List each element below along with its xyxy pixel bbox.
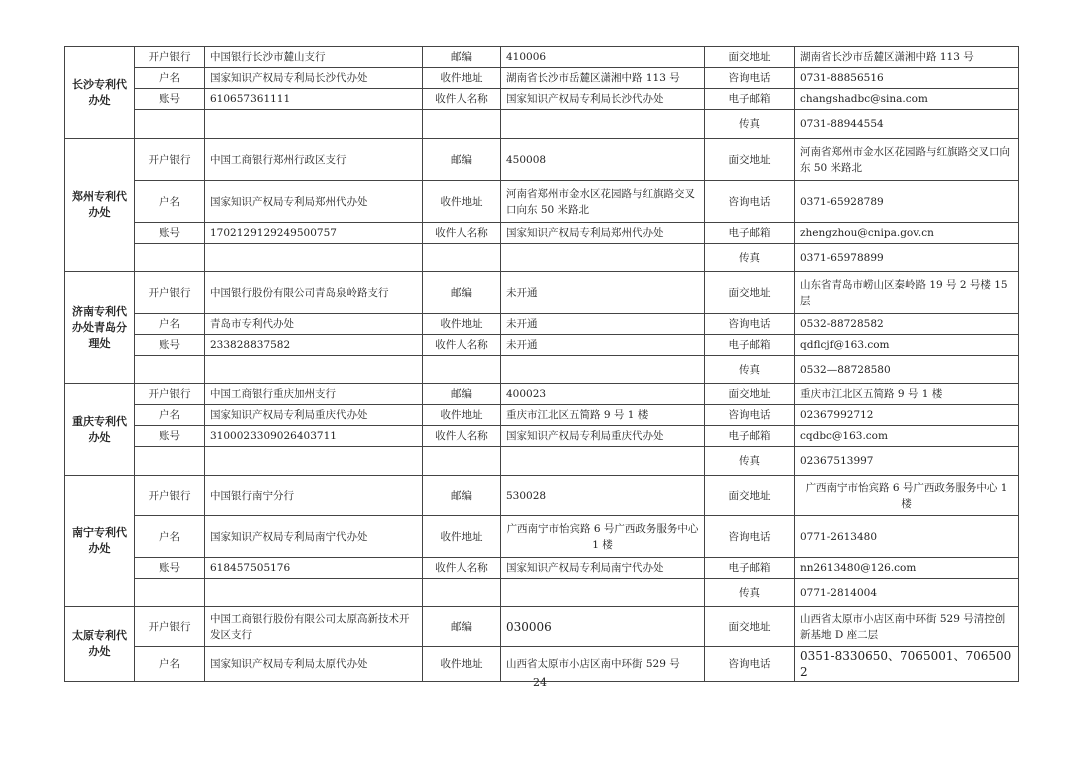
field-value: 湖南省长沙市岳麓区潇湘中路 113 号: [501, 68, 705, 89]
table-row: [65, 244, 1019, 272]
table-row: [65, 516, 1019, 558]
field-value: 重庆市江北区五简路 9 号 1 楼: [501, 405, 705, 426]
field-value: 02367992712: [795, 405, 1019, 426]
field-value: 中国工商银行郑州行政区支行: [205, 139, 423, 181]
field-label: 邮编: [423, 607, 501, 647]
field-label: 电子邮箱: [705, 89, 795, 110]
office-name: 南宁专利代办处: [65, 476, 135, 607]
field-label: 邮编: [423, 476, 501, 516]
field-value: [501, 356, 705, 384]
field-label: [135, 110, 205, 139]
field-value: 0532—88728580: [795, 356, 1019, 384]
field-label: 咨询电话: [705, 405, 795, 426]
field-label: 户名: [135, 405, 205, 426]
field-label: 户名: [135, 68, 205, 89]
field-value: [205, 110, 423, 139]
field-value: 1702129129249500757: [205, 223, 423, 244]
field-value: 中国银行南宁分行: [205, 476, 423, 516]
field-value: [501, 244, 705, 272]
field-value: 450008: [501, 139, 705, 181]
field-value: 530028: [501, 476, 705, 516]
field-value: 610657361111: [205, 89, 423, 110]
field-label: [423, 110, 501, 139]
field-value: 0532-88728582: [795, 314, 1019, 335]
field-value: 0371-65978899: [795, 244, 1019, 272]
table-row: [65, 426, 1019, 447]
table-row: [65, 272, 1019, 314]
field-value: 山西省太原市小店区南中环街 529 号: [501, 647, 705, 682]
field-label: 咨询电话: [705, 516, 795, 558]
field-label: [423, 356, 501, 384]
field-value: 国家知识产权局专利局郑州代办处: [501, 223, 705, 244]
field-label: 面交地址: [705, 139, 795, 181]
table-row: [65, 335, 1019, 356]
table-row: [65, 384, 1019, 405]
field-label: 收件地址: [423, 68, 501, 89]
field-value: 国家知识产权局专利局南宁代办处: [501, 558, 705, 579]
field-label: 收件人名称: [423, 335, 501, 356]
table-row: [65, 181, 1019, 223]
field-value: 未开通: [501, 272, 705, 314]
field-value: 233828837582: [205, 335, 423, 356]
field-label: 面交地址: [705, 47, 795, 68]
field-label: 邮编: [423, 139, 501, 181]
table-row: [65, 579, 1019, 607]
table-row: [65, 314, 1019, 335]
field-value: 0731-88856516: [795, 68, 1019, 89]
field-label: [135, 356, 205, 384]
field-label: 收件地址: [423, 181, 501, 223]
field-value: 410006: [501, 47, 705, 68]
field-value: 国家知识产权局专利局南宁代办处: [205, 516, 423, 558]
field-value: [205, 356, 423, 384]
page-number: 24: [533, 676, 547, 689]
field-label: 电子邮箱: [705, 223, 795, 244]
field-label: [423, 579, 501, 607]
office-name: 太原专利代办处: [65, 607, 135, 682]
field-label: 邮编: [423, 384, 501, 405]
field-value: 国家知识产权局专利局长沙代办处: [501, 89, 705, 110]
field-label: 传真: [705, 244, 795, 272]
field-label: 收件地址: [423, 405, 501, 426]
field-label: 咨询电话: [705, 181, 795, 223]
field-value: zhengzhou@cnipa.gov.cn: [795, 223, 1019, 244]
table-row: [65, 110, 1019, 139]
field-value: 618457505176: [205, 558, 423, 579]
table-row: [65, 558, 1019, 579]
field-value: 中国工商银行股份有限公司太原高新技术开发区支行: [205, 607, 423, 647]
field-label: 开户银行: [135, 139, 205, 181]
field-value: [501, 579, 705, 607]
field-value: [501, 110, 705, 139]
field-label: 账号: [135, 335, 205, 356]
field-value: changshadbc@sina.com: [795, 89, 1019, 110]
field-label: [135, 447, 205, 476]
field-label: 收件人名称: [423, 426, 501, 447]
field-label: 电子邮箱: [705, 426, 795, 447]
field-label: 传真: [705, 110, 795, 139]
field-value: 中国工商银行重庆加州支行: [205, 384, 423, 405]
field-label: 收件人名称: [423, 223, 501, 244]
field-value: 青岛市专利代办处: [205, 314, 423, 335]
field-value: 河南省郑州市金水区花园路与红旗路交叉口向东 50 米路北: [795, 139, 1019, 181]
table-row: [65, 447, 1019, 476]
field-label: 面交地址: [705, 476, 795, 516]
office-name: 长沙专利代办处: [65, 47, 135, 139]
field-value: [501, 447, 705, 476]
field-label: 户名: [135, 647, 205, 682]
field-value: 中国银行股份有限公司青岛泉岭路支行: [205, 272, 423, 314]
field-value: 广西南宁市怡宾路 6 号广西政务服务中心 1 楼: [501, 516, 705, 558]
field-label: 开户银行: [135, 476, 205, 516]
office-name: 重庆专利代办处: [65, 384, 135, 476]
table-row: [65, 356, 1019, 384]
field-label: 传真: [705, 579, 795, 607]
field-value: 02367513997: [795, 447, 1019, 476]
field-label: 开户银行: [135, 384, 205, 405]
field-label: 户名: [135, 181, 205, 223]
field-value: [205, 447, 423, 476]
field-value: 广西南宁市怡宾路 6 号广西政务服务中心 1 楼: [795, 476, 1019, 516]
field-value: 未开通: [501, 335, 705, 356]
field-value: 国家知识产权局专利局郑州代办处: [205, 181, 423, 223]
field-value: 国家知识产权局专利局重庆代办处: [205, 405, 423, 426]
field-label: 收件人名称: [423, 89, 501, 110]
field-value: 国家知识产权局专利局太原代办处: [205, 647, 423, 682]
field-value: 重庆市江北区五简路 9 号 1 楼: [795, 384, 1019, 405]
field-label: 传真: [705, 356, 795, 384]
field-label: 咨询电话: [705, 68, 795, 89]
field-value: nn2613480@126.com: [795, 558, 1019, 579]
field-value: 0771-2613480: [795, 516, 1019, 558]
field-value: 国家知识产权局专利局重庆代办处: [501, 426, 705, 447]
field-label: 收件地址: [423, 647, 501, 682]
field-value: 国家知识产权局专利局长沙代办处: [205, 68, 423, 89]
field-label: 电子邮箱: [705, 558, 795, 579]
table-row: [65, 223, 1019, 244]
field-label: [423, 244, 501, 272]
field-value: 中国银行长沙市麓山支行: [205, 47, 423, 68]
field-label: [135, 244, 205, 272]
field-value: 山西省太原市小店区南中环街 529 号清控创新基地 D 座二层: [795, 607, 1019, 647]
table-row: [65, 405, 1019, 426]
field-label: 开户银行: [135, 47, 205, 68]
field-value: 400023: [501, 384, 705, 405]
field-label: 收件地址: [423, 314, 501, 335]
field-label: 开户银行: [135, 272, 205, 314]
field-value: 0351-8330650、7065001、7065002: [795, 647, 1019, 682]
field-label: 面交地址: [705, 272, 795, 314]
table-row: [65, 68, 1019, 89]
field-value: 湖南省长沙市岳麓区潇湘中路 113 号: [795, 47, 1019, 68]
field-value: [205, 579, 423, 607]
field-label: 开户银行: [135, 607, 205, 647]
field-label: 邮编: [423, 47, 501, 68]
field-label: 账号: [135, 558, 205, 579]
agency-table: [64, 46, 1019, 682]
field-label: 面交地址: [705, 607, 795, 647]
field-value: 0771-2814004: [795, 579, 1019, 607]
field-value: 河南省郑州市金水区花园路与红旗路交叉口向东 50 米路北: [501, 181, 705, 223]
field-label: 账号: [135, 223, 205, 244]
field-label: 咨询电话: [705, 647, 795, 682]
field-label: [135, 579, 205, 607]
table-row: [65, 89, 1019, 110]
table-row: [65, 476, 1019, 516]
field-value: 030006: [501, 607, 705, 647]
table-row: [65, 47, 1019, 68]
field-label: 电子邮箱: [705, 335, 795, 356]
office-name: 郑州专利代办处: [65, 139, 135, 272]
field-label: 收件地址: [423, 516, 501, 558]
field-label: [423, 447, 501, 476]
field-label: 面交地址: [705, 384, 795, 405]
field-value: 山东省青岛市崂山区秦岭路 19 号 2 号楼 15 层: [795, 272, 1019, 314]
field-value: qdflcjf@163.com: [795, 335, 1019, 356]
field-label: 邮编: [423, 272, 501, 314]
field-label: 咨询电话: [705, 314, 795, 335]
field-value: 未开通: [501, 314, 705, 335]
field-label: 传真: [705, 447, 795, 476]
field-value: 3100023309026403711: [205, 426, 423, 447]
office-name: 济南专利代办处青岛分理处: [65, 272, 135, 384]
field-label: 收件人名称: [423, 558, 501, 579]
field-value: [205, 244, 423, 272]
field-label: 账号: [135, 89, 205, 110]
field-value: 0371-65928789: [795, 181, 1019, 223]
field-label: 户名: [135, 516, 205, 558]
field-value: cqdbc@163.com: [795, 426, 1019, 447]
field-label: 户名: [135, 314, 205, 335]
field-value: 0731-88944554: [795, 110, 1019, 139]
field-label: 账号: [135, 426, 205, 447]
table-row: [65, 139, 1019, 181]
table-row: [65, 607, 1019, 647]
